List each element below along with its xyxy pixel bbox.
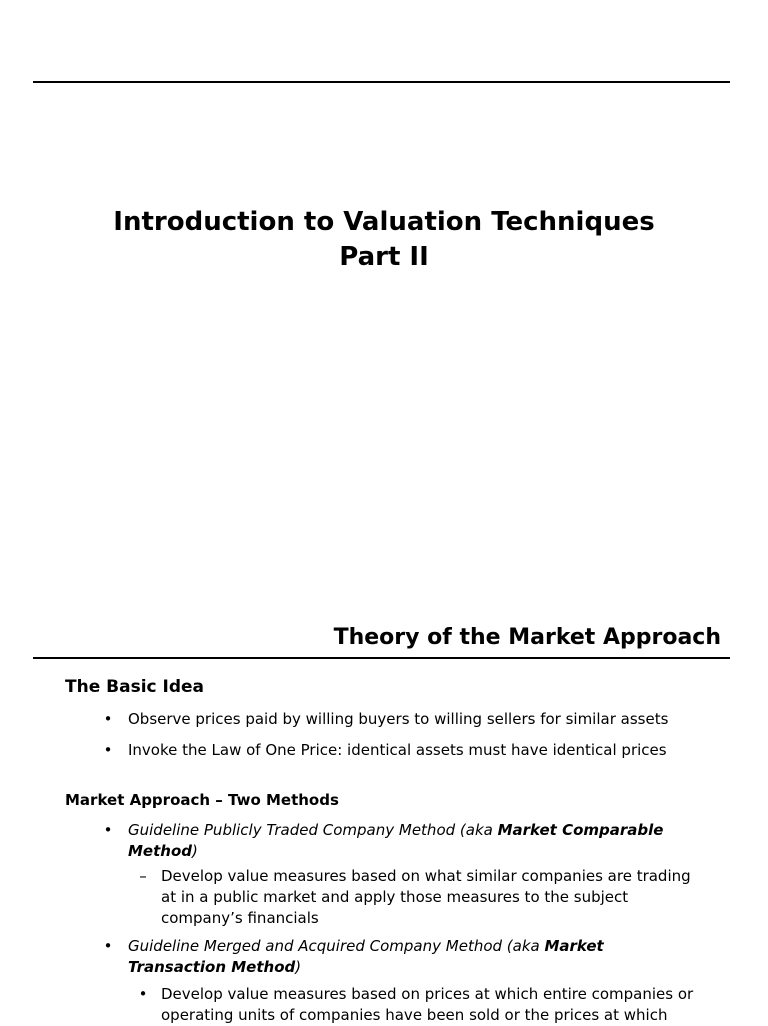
slide-title — [0, 205, 768, 275]
sub-list-item — [139, 866, 706, 929]
section-divider — [33, 657, 730, 659]
bullet-icon: • — [103, 710, 113, 728]
bullet-icon: • — [138, 985, 148, 1003]
bullet-text: Invoke the Law of One Price: identical assets must have identical prices — [128, 741, 667, 759]
list-item — [103, 709, 748, 730]
bullet-icon: • — [103, 937, 113, 955]
method-item — [103, 820, 688, 862]
list-item — [103, 740, 748, 761]
bullet-icon: • — [103, 741, 113, 759]
bullet-icon: • — [103, 821, 113, 839]
method-suffix: ) — [295, 958, 302, 976]
section-title: Theory of the Market Approach — [333, 625, 721, 650]
title-line-2: Part II — [339, 242, 429, 272]
method-suffix: ) — [192, 842, 198, 860]
method-prefix: Guideline Publicly Traded Company Method (aka — [128, 821, 498, 839]
bullet-text: Observe prices paid by willing buyers to willing sellers for similar assets — [128, 710, 669, 728]
sub-list-item — [138, 984, 706, 1026]
sub-bullet-text: Develop value measures based on prices at which entire companies or operating units of companies have been sold or the prices at which — [161, 985, 694, 1024]
sub-bullet-text: Develop value measures based on what similar companies are trading at in a public market and apply those measures to the subject company’s financials — [161, 867, 691, 927]
title-line-1: Introduction to Valuation Techniques — [113, 207, 655, 237]
dash-icon: – — [139, 867, 147, 885]
method-name: Market Transaction Method — [128, 937, 604, 976]
methods-heading: Market Approach – Two Methods — [65, 791, 339, 809]
method-prefix: Guideline Merged and Acquired Company Method (aka — [128, 937, 545, 955]
top-divider — [33, 81, 730, 83]
method-item — [103, 936, 688, 978]
method-name: Market Comparable Method — [128, 821, 664, 860]
basic-idea-heading: The Basic Idea — [65, 677, 205, 697]
